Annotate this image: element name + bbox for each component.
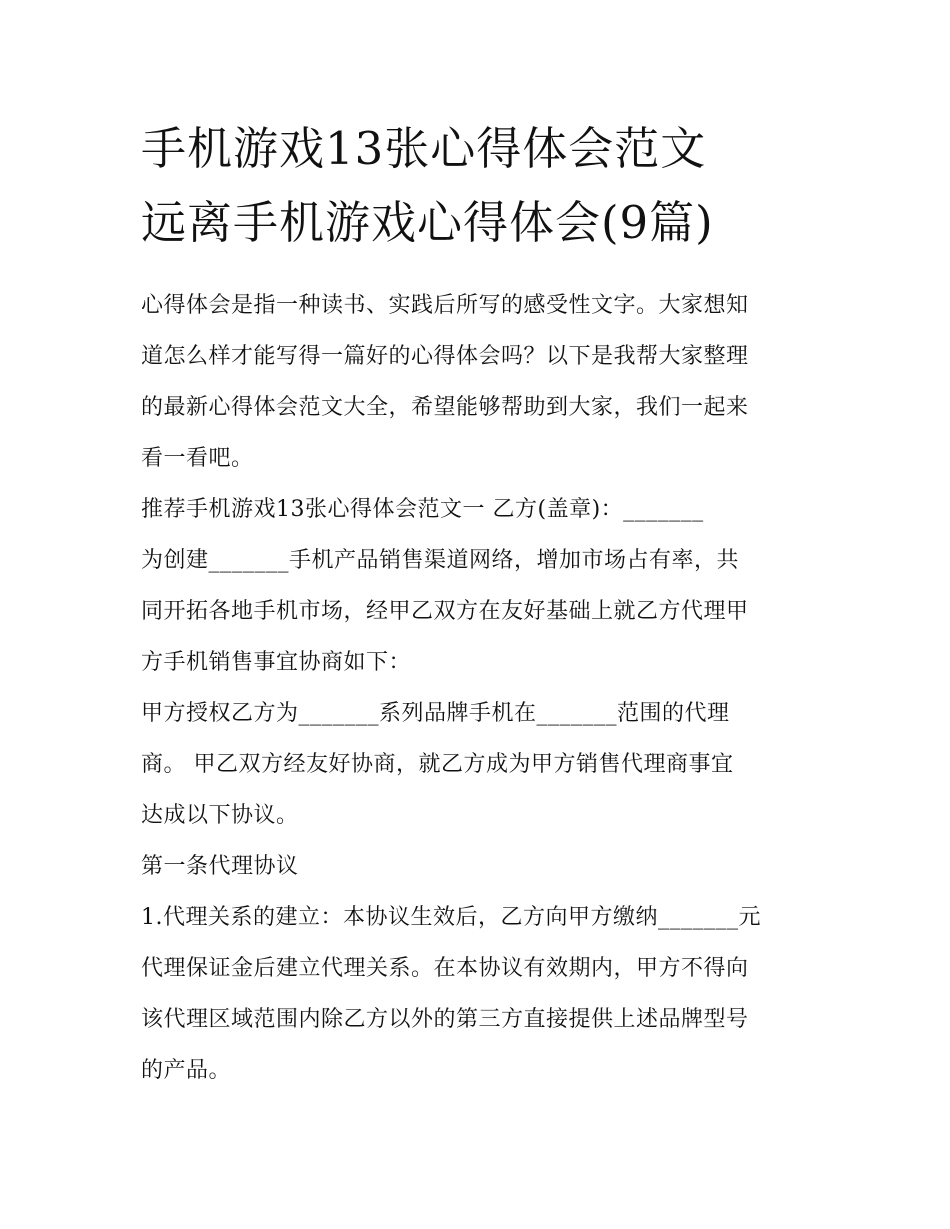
text-line: 方手机销售事宜协商如下： xyxy=(141,650,412,675)
intro-paragraph xyxy=(141,280,821,484)
text-line: 1.代理关系的建立：本协议生效后，乙方向甲方缴纳_______元 xyxy=(141,905,761,930)
title-line-1: 手机游戏13张心得体会范文 xyxy=(141,122,707,175)
text-line: 心得体会是指一种读书、实践后所写的感受性文字。大家想知 xyxy=(141,293,749,318)
purpose-paragraph xyxy=(141,535,821,688)
title-line-2: 远离手机游戏心得体会(9篇) xyxy=(141,196,714,249)
clause-paragraph xyxy=(141,892,821,1096)
text-line: 甲方授权乙方为_______系列品牌手机在_______范围的代理 xyxy=(141,701,730,726)
text-line: 的最新心得体会范文大全，希望能够帮助到大家，我们一起来 xyxy=(141,395,749,420)
text-line: 看一看吧。 xyxy=(141,446,254,471)
text-line: 该代理区域范围内除乙方以外的第三方直接提供上述品牌型号 xyxy=(141,1007,749,1032)
text-line: 达成以下协议。 xyxy=(141,803,299,828)
text-line: 代理保证金后建立代理关系。在本协议有效期内，甲方不得向 xyxy=(141,956,749,981)
document-body xyxy=(141,280,821,1096)
section-heading xyxy=(141,841,821,892)
authorization-paragraph xyxy=(141,688,821,841)
text-line: 第一条代理协议 xyxy=(141,854,299,879)
recommend-paragraph xyxy=(141,484,821,535)
text-line: 推荐手机游戏13张心得体会范文一 乙方(盖章)：_______ xyxy=(141,497,704,522)
text-line: 的产品。 xyxy=(141,1058,232,1083)
document-title xyxy=(141,112,841,260)
text-line: 道怎么样才能写得一篇好的心得体会吗？以下是我帮大家整理 xyxy=(141,344,749,369)
text-line: 商。 甲乙双方经友好协商，就乙方成为甲方销售代理商事宜 xyxy=(141,752,734,777)
text-line: 同开拓各地手机市场，经甲乙双方在友好基础上就乙方代理甲 xyxy=(141,599,749,624)
text-line: 为创建_______手机产品销售渠道网络，增加市场占有率，共 xyxy=(141,548,740,573)
